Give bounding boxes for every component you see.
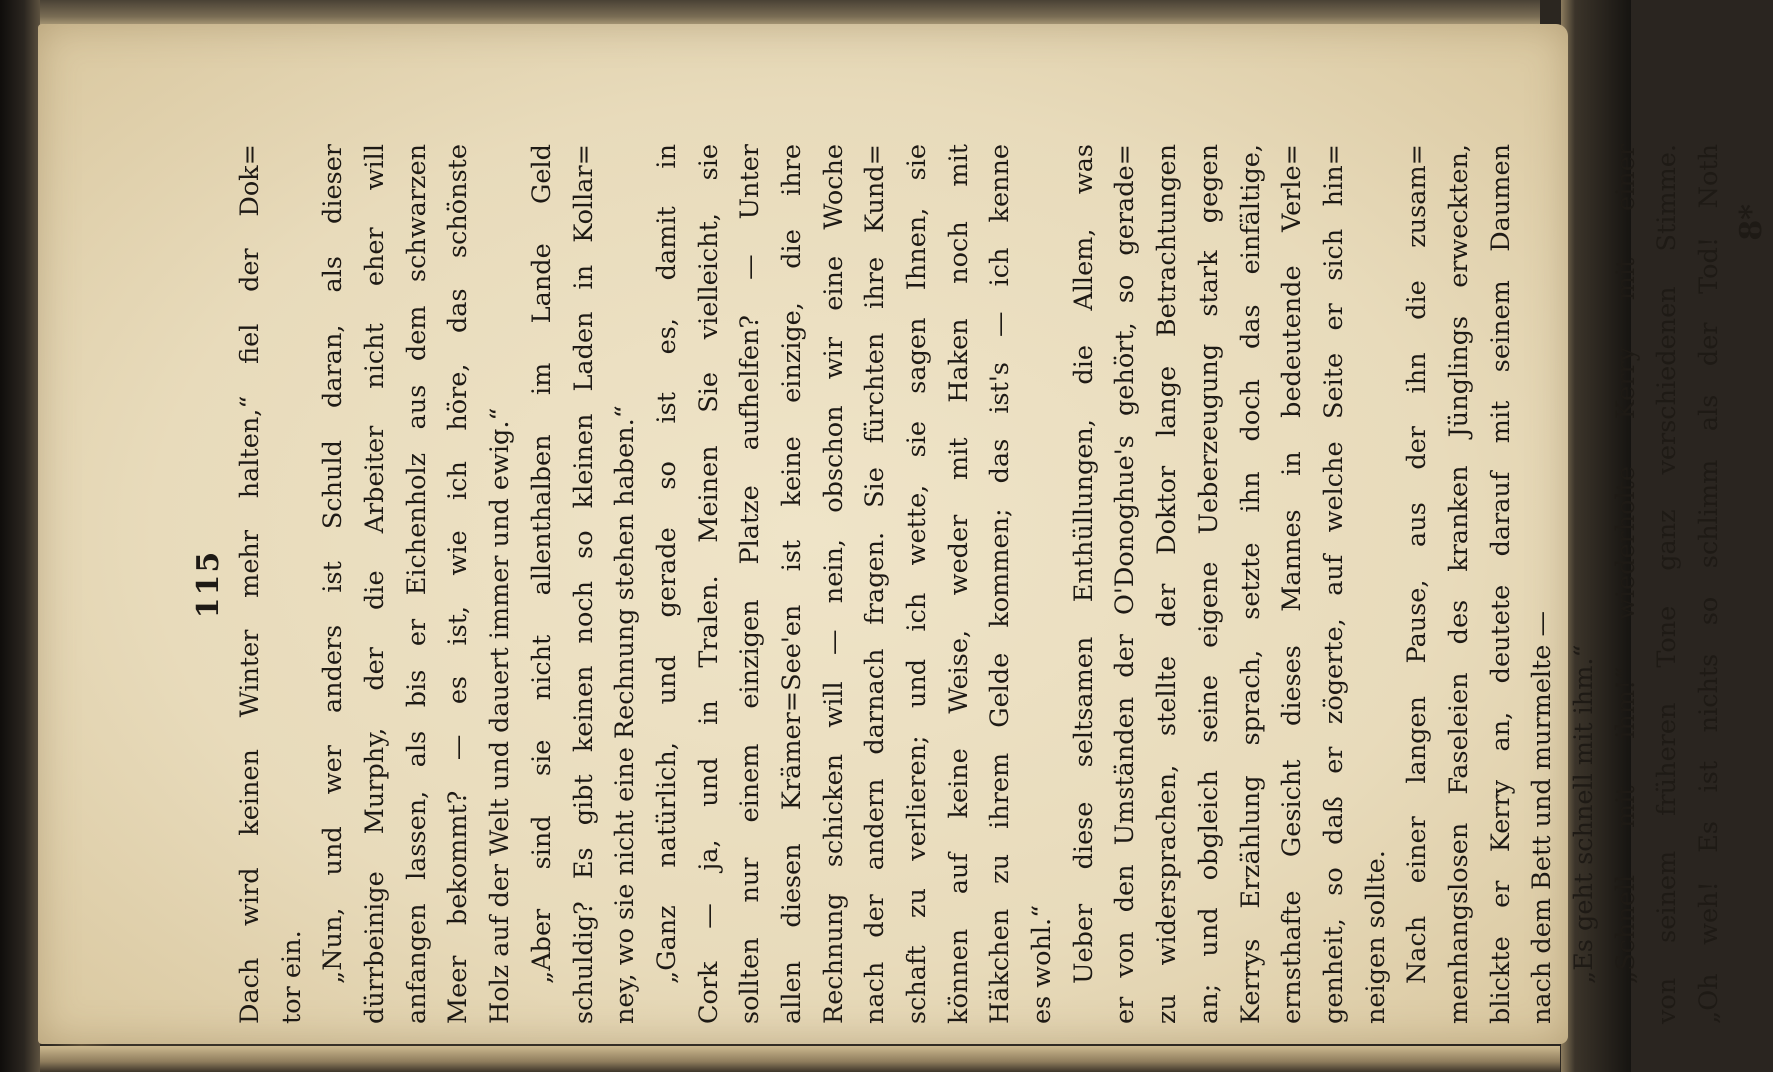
text-lines (230, 144, 1731, 1024)
book-spine-edge (0, 0, 40, 1072)
text-line: Dach wird keinen Winter mehr halten,“ fiel der Dok= (235, 144, 265, 1024)
text-line: sollten nur einem einzigen Platze aufhelfen? — Unter (735, 144, 766, 1024)
text-line: Ueber diese seltsamen Enthüllungen, die Allem, was (1068, 144, 1099, 984)
text-line: „Nun, und wer anders ist Schuld daran, als dieser (318, 144, 349, 984)
text-line: anfangen lassen, als bis er Eichenholz aus dem schwarzen (401, 144, 432, 1024)
text-line: schaft zu verlieren; und ich wette, sie sagen Ihnen, sie (902, 144, 932, 1024)
text-line: Cork — ja, und in Tralen. Meinen Sie vielleicht, sie (693, 144, 724, 1024)
text-line: er von den Umständen der O'Donoghue's gehört, so gerade= (1110, 144, 1141, 1024)
text-line: „Schnell mit ihm!“ wiederholte Kerry mit einer (1610, 144, 1641, 984)
text-line: menhangslosen Faseleien des kranken Jünglings erweckten, (1443, 144, 1474, 1024)
text-line: neigen sollte. (1360, 850, 1391, 1024)
text-line: nach der andern darnach fragen. Sie fürchten ihre Kund= (860, 144, 891, 1024)
text-line: ney, wo sie nicht eine Rechnung stehen haben.“ (610, 405, 641, 1024)
text-line: es wohl.“ (1027, 904, 1058, 1024)
text-line: von seinem früheren Tone ganz verschiedenen Stimme. (1652, 144, 1683, 1024)
text-line: dürrbeinige Murphy, der die Arbeiter nicht eher will (360, 144, 391, 1024)
text-line: „Oh weh! Es ist nichts so schlimm als der Tod! Noth (1694, 144, 1725, 1024)
text-line: Meer bekommt? — es ist, wie ich höre, das schönste (443, 144, 474, 1024)
text-line: Häkchen zu ihrem Gelde kommen; das ist's — ich kenne (985, 144, 1016, 1024)
page-stack-edge (40, 1046, 1560, 1072)
text-line: nach dem Bett und murmelte — (1527, 610, 1558, 1024)
text-line: „Es geht schnell mit ihm.“ (1569, 644, 1599, 984)
text-line: Nach einer langen Pause, aus der ihn die zusam= (1402, 144, 1433, 984)
text-line: an; und obgleich seine eigene Ueberzeugung stark gegen (1193, 144, 1224, 1024)
text-line: tor ein. (276, 930, 307, 1024)
text-line: zu widersprachen, stellte der Doktor lange Betrachtungen (1152, 144, 1183, 1024)
text-line: „Ganz natürlich, und gerade so ist es, damit in (651, 144, 682, 984)
page-number: 115 (191, 549, 226, 619)
text-line: können auf keine Weise, weder mit Haken noch mit (943, 144, 974, 1024)
page-text-block (188, 144, 1773, 1024)
text-line: Rechnung schicken will — nein, obschon wir eine Woche (818, 144, 849, 1024)
text-line: schuldig? Es gibt keinen noch so kleinen Laden in Kollar= (568, 144, 599, 1024)
text-line: genheit, so daß er zögerte, auf welche Seite er sich hin= (1318, 144, 1349, 1024)
text-line: Holz auf der Welt und dauert immer und ewig.“ (485, 407, 516, 1024)
book-page (38, 24, 1769, 1044)
text-line: allen diesen Krämer=See'en ist keine einzige, die ihre (776, 144, 807, 1024)
text-line: Kerrys Erzählung sprach, setzte ihn doch das einfältige, (1235, 144, 1266, 1024)
text-line: blickte er Kerry an, deutete darauf mit seinem Daumen (1485, 144, 1516, 1024)
signature-mark: 8* (1733, 204, 1769, 241)
text-line: ernsthafte Gesicht dieses Mannes in bedeutende Verle= (1277, 144, 1308, 1024)
text-line: „Aber sind sie nicht allenthalben im Lande Geld (526, 144, 557, 984)
